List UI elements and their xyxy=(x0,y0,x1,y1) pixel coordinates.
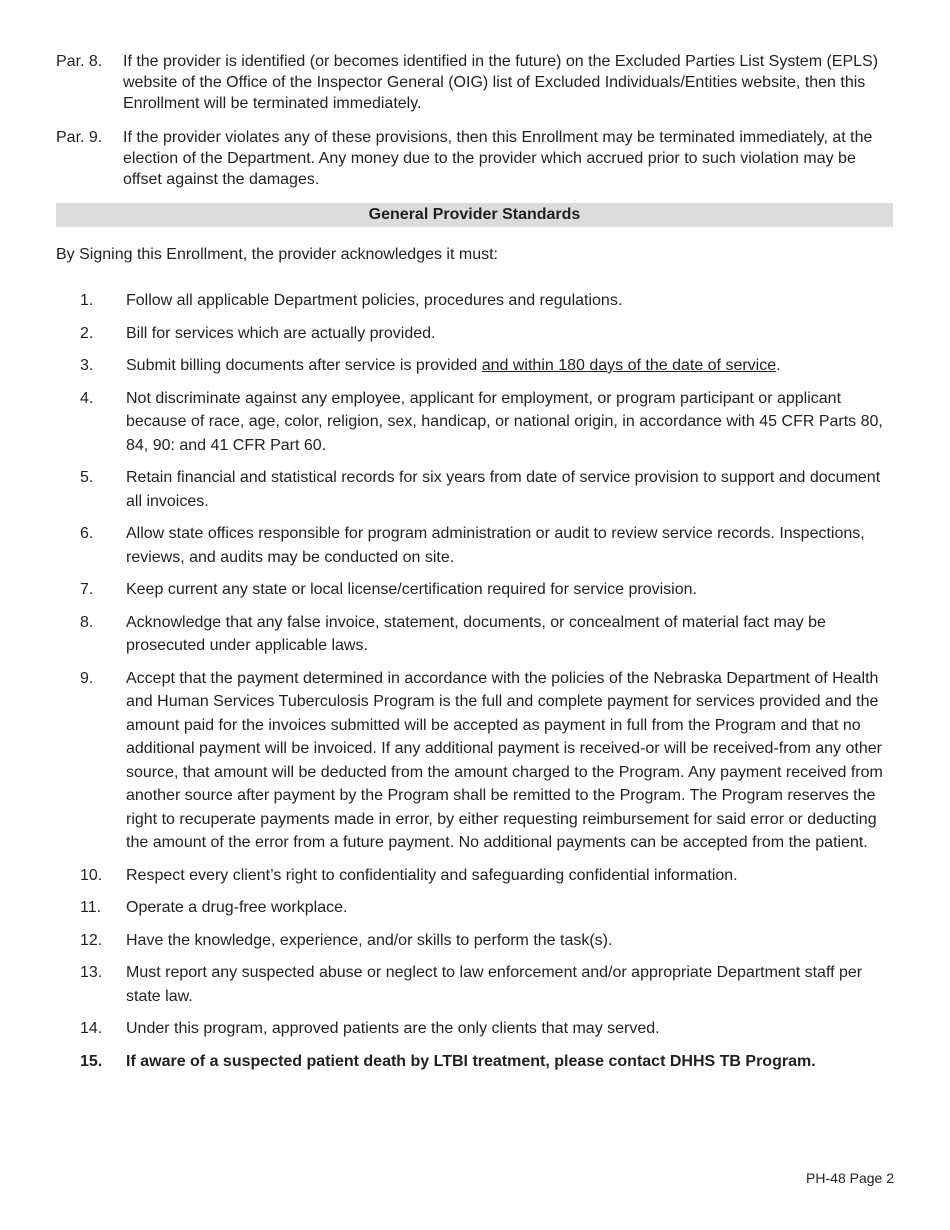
list-item xyxy=(80,896,893,920)
standards-list xyxy=(56,289,893,1073)
paragraph-9 xyxy=(56,127,893,190)
item-text: Follow all applicable Department policies, procedures and regulations. xyxy=(126,292,623,309)
intro-text: By Signing this Enrollment, the provider acknowledges it must: xyxy=(56,246,498,263)
list-item xyxy=(80,322,893,346)
page-footer: PH-48 Page 2 xyxy=(806,1170,894,1186)
list-item xyxy=(80,354,893,378)
paragraph-text: If the provider violates any of these provisions, then this Enrollment may be terminated immediately, at the election of the Department. Any money due to the provider which accrued prior to such violation may be offset against the damages. xyxy=(123,129,873,188)
item-number: 15. xyxy=(80,1052,103,1070)
section-heading: General Provider Standards xyxy=(56,203,893,227)
list-item xyxy=(80,611,893,658)
list-item xyxy=(80,387,893,458)
underlined-deadline: and within 180 days of the date of service xyxy=(481,357,777,374)
item-text: Under this program, approved patients are the only clients that may served. xyxy=(126,1020,660,1037)
item-text: Operate a drug-free workplace. xyxy=(126,899,348,916)
item-number: 3. xyxy=(80,357,94,374)
item-text: Bill for services which are actually provided. xyxy=(126,324,436,342)
item-text: Not discriminate against any employee, applicant for employment, or program participant or applicant because of race, age, color, religion, sex, handicap, or national origin, in accordance with 45 CFR Parts 80, 84, 90: and 41 CFR Part 60. xyxy=(126,389,883,454)
item-number: 13. xyxy=(80,964,103,981)
item-number: 9. xyxy=(80,669,94,687)
paragraph-text: If the provider is identified (or becomes identified in the future) on the Excluded Parties List System (EPLS) website of the Office of the Inspector General (OIG) list of Excluded Individuals/Entities website, then this Enrollment will be terminated immediately. xyxy=(123,53,879,112)
list-item-emphasized xyxy=(80,1050,893,1074)
list-item xyxy=(80,961,893,1008)
list-item xyxy=(80,929,893,953)
item-text: Retain financial and statistical records for six years from date of service provision to support and document all invoices. xyxy=(126,469,881,510)
item-number: 4. xyxy=(80,389,94,407)
list-item xyxy=(80,289,893,313)
item-number: 6. xyxy=(80,525,94,542)
list-item xyxy=(80,864,893,888)
item-number: 2. xyxy=(80,324,94,342)
list-item xyxy=(80,1017,893,1041)
item-number: 5. xyxy=(80,469,94,486)
item-text: Have the knowledge, experience, and/or skills to perform the task(s). xyxy=(126,931,613,949)
paragraph-8 xyxy=(56,51,893,114)
item-text: Keep current any state or local license/certification required for service provision. xyxy=(126,581,697,598)
item-text: If aware of a suspected patient death by LTBI treatment, please contact DHHS TB Program. xyxy=(126,1052,816,1070)
item-text: Allow state offices responsible for program administration or audit to review service records. Inspections, reviews, and audits may be conducted on site. xyxy=(126,525,865,566)
item-text-start: Submit billing documents after service is provided xyxy=(126,357,482,374)
item-text: Respect every client’s right to confidentiality and safeguarding confidential information. xyxy=(126,866,738,884)
item-number: 7. xyxy=(80,581,94,598)
item-number: 12. xyxy=(80,931,103,949)
item-text: Acknowledge that any false invoice, statement, documents, or concealment of material fact may be prosecuted under applicable laws. xyxy=(126,613,826,654)
list-item xyxy=(80,466,893,513)
item-number: 11. xyxy=(80,899,102,916)
paragraph-number: Par. 9. xyxy=(56,129,103,146)
document-page xyxy=(56,51,893,1082)
item-number: 1. xyxy=(80,292,94,309)
item-text xyxy=(126,354,893,378)
list-item xyxy=(80,578,893,602)
item-number: 10. xyxy=(80,866,103,884)
item-text: Must report any suspected abuse or neglect to law enforcement and/or appropriate Department staff per state law. xyxy=(126,964,863,1005)
item-number: 14. xyxy=(80,1020,103,1037)
list-item xyxy=(80,522,893,569)
item-text: Accept that the payment determined in accordance with the policies of the Nebraska Department of Health and Human Services Tuberculosis Program is the full and complete payment for services provided and the amount paid for the invoices submitted will be accepted as payment in full from the Program and that no additional payment will be invoiced. If any additional payment is received-or will be received-from any other source, that amount will be deducted from the amount charged to the Program. Any payment received from another source after payment by the Program shall be remitted to the Program. The Program reserves the right to recuperate payments made in error, by either requesting reimbursement for said error or deducting the amount of the error from a future payment. No additional payments can be accepted from the patient. xyxy=(126,669,883,851)
item-number: 8. xyxy=(80,613,94,631)
paragraph-number: Par. 8. xyxy=(56,53,103,70)
list-item xyxy=(80,667,893,855)
item-text-end: . xyxy=(776,357,781,374)
